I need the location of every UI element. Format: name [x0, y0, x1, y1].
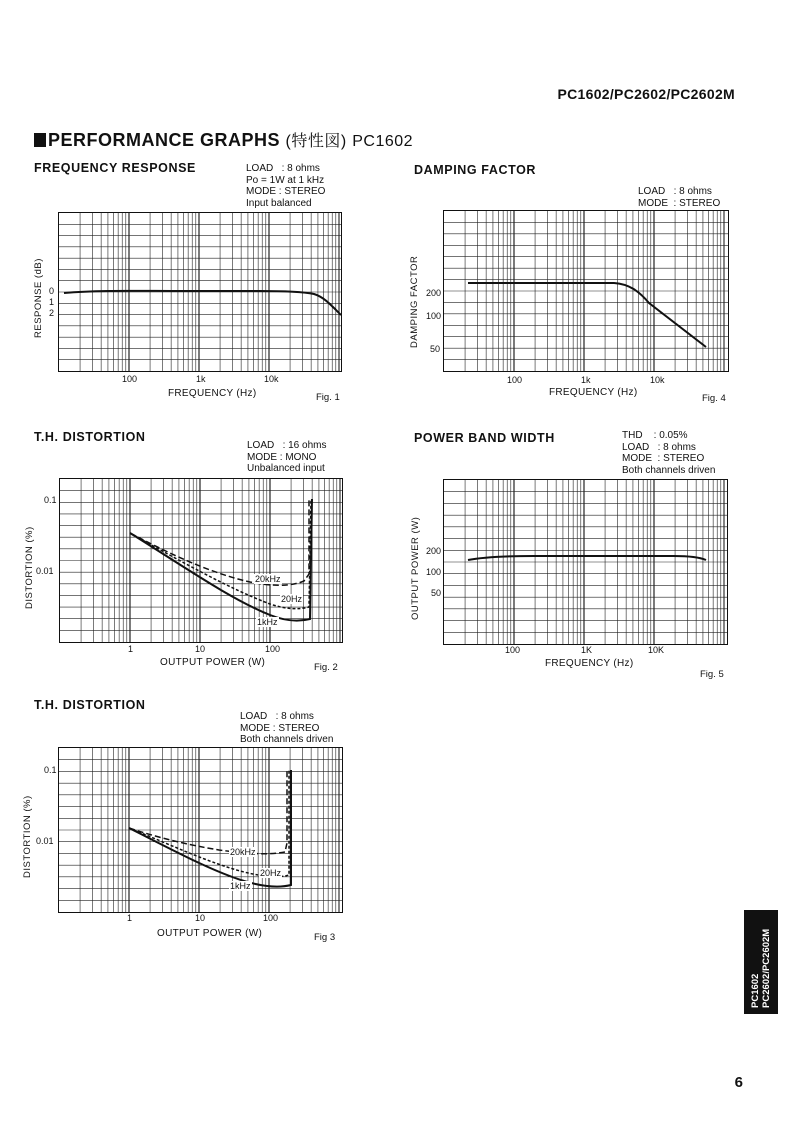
fig1-ytick-1: 1 — [49, 297, 55, 307]
fig2-xtick-0: 1 — [128, 644, 134, 654]
fig2-label-20khz: 20kHz — [255, 574, 281, 584]
fig2-conditions — [247, 440, 326, 475]
fig1-title: FREQUENCY RESPONSE — [34, 161, 196, 175]
fig2-title: T.H. DISTORTION — [34, 430, 146, 444]
fig5-cond-2: MODE : STEREO — [622, 453, 705, 464]
fig3-ytick-1: 0.01 — [36, 836, 54, 846]
fig3-curve-20khz — [129, 770, 287, 854]
fig2-xlabel: OUTPUT POWER (W) — [160, 657, 266, 668]
fig1-svg — [59, 213, 341, 371]
fig2-cond-0: LOAD : 16 ohms — [247, 440, 327, 451]
fig1-ytick-0: 0 — [49, 286, 55, 296]
fig4-plot — [443, 210, 729, 372]
side-tab-text: PC1602 PC2602/PC2602M — [750, 928, 772, 1008]
fig1-caption: Fig. 1 — [316, 392, 340, 403]
fig4-title: DAMPING FACTOR — [414, 163, 537, 177]
fig1-xlabel: FREQUENCY (Hz) — [168, 388, 257, 399]
fig2-label-1khz: 1kHz — [257, 617, 278, 627]
fig4-xlabel: FREQUENCY (Hz) — [549, 387, 638, 398]
section-title — [34, 128, 413, 151]
fig2-caption: Fig. 2 — [314, 662, 338, 673]
fig2-plot — [59, 478, 343, 643]
fig5-conditions — [622, 430, 715, 476]
fig2-ylabel: DISTORTION (%) — [24, 526, 35, 609]
fig4-cond-0: LOAD : 8 ohms — [638, 186, 712, 197]
fig1-cond-2: MODE : STEREO — [246, 186, 326, 197]
fig2-xtick-2: 100 — [265, 644, 281, 654]
fig3-curve-20hz — [129, 770, 289, 877]
fig5-title: POWER BAND WIDTH — [414, 431, 555, 445]
fig1-cond-3: Input balanced — [246, 197, 312, 209]
fig5-ytick-2: 50 — [431, 588, 442, 598]
fig3-xtick-2: 100 — [263, 913, 279, 923]
fig4-conditions — [638, 186, 720, 209]
fig5-xtick-2: 10K — [648, 645, 665, 655]
fig2-cond-2: Unbalanced input — [247, 463, 325, 474]
fig5-ylabel: OUTPUT POWER (W) — [410, 516, 421, 620]
fig3-conditions — [240, 711, 333, 746]
fig4-svg — [444, 211, 728, 371]
fig1-plot — [58, 212, 342, 372]
side-tab — [744, 910, 778, 1014]
fig3-cond-2: Both channels driven — [240, 734, 334, 745]
fig3-xtick-0: 1 — [127, 913, 133, 923]
section-title-jp: (特性図) — [285, 133, 347, 150]
page-number: 6 — [734, 1074, 743, 1091]
fig1-cond-0: LOAD : 8 ohms — [246, 163, 320, 174]
fig2-ytick-1: 0.01 — [36, 566, 54, 576]
fig3-ytick-0: 0.1 — [44, 765, 57, 775]
fig5-xtick-1: 1K — [581, 645, 593, 655]
fig3-plot — [58, 747, 343, 913]
header-models: PC1602/PC2602/PC2602M — [557, 86, 735, 102]
section-title-text: PERFORMANCE GRAPHS — [48, 130, 281, 150]
fig4-ytick-1: 100 — [426, 311, 442, 321]
fig3-xtick-1: 10 — [195, 913, 206, 923]
fig3-label-1khz: 1kHz — [230, 881, 251, 891]
fig2-svg — [60, 479, 342, 642]
fig2-ytick-0: 0.1 — [44, 495, 57, 505]
fig1-response-curve — [64, 291, 341, 315]
fig5-cond-3: Both channels driven — [622, 464, 716, 476]
fig4-xtick-0: 100 — [507, 375, 523, 385]
fig1-conditions — [246, 163, 325, 209]
fig1-xtick-1: 1k — [196, 374, 206, 384]
fig5-cond-0: THD : 0.05% — [622, 430, 688, 441]
fig5-caption: Fig. 5 — [700, 669, 724, 680]
fig3-grid — [59, 748, 342, 912]
fig3-cond-0: LOAD : 8 ohms — [240, 711, 314, 722]
fig3-label-20khz: 20kHz — [230, 847, 256, 857]
fig5-xtick-0: 100 — [505, 645, 521, 655]
fig4-caption: Fig. 4 — [702, 393, 726, 404]
fig4-ytick-2: 50 — [430, 344, 441, 354]
fig2-xtick-1: 10 — [195, 644, 206, 654]
fig4-cond-1: MODE : STEREO — [638, 197, 721, 209]
fig2-cond-1: MODE : MONO — [247, 451, 317, 463]
fig3-caption: Fig 3 — [314, 932, 336, 943]
section-model: PC1602 — [352, 133, 414, 150]
fig3-svg — [59, 748, 342, 912]
fig3-label-20hz: 20Hz — [260, 868, 282, 878]
fig1-xtick-0: 100 — [122, 374, 138, 384]
fig2-label-20hz: 20Hz — [281, 594, 303, 604]
fig5-powerband-curve — [468, 556, 706, 560]
fig3-ylabel: DISTORTION (%) — [22, 795, 33, 878]
fig1-cond-1: Po = 1W at 1 kHz — [246, 174, 325, 186]
fig5-ytick-1: 100 — [426, 567, 442, 577]
fig4-ytick-0: 200 — [426, 288, 442, 298]
fig5-xlabel: FREQUENCY (Hz) — [545, 658, 634, 669]
fig4-xtick-2: 10k — [650, 375, 665, 385]
fig5-grid — [444, 480, 727, 644]
fig3-cond-1: MODE : STEREO — [240, 722, 320, 734]
fig5-ytick-0: 200 — [426, 546, 442, 556]
fig5-plot — [443, 479, 728, 645]
fig5-cond-1: LOAD : 8 ohms — [622, 441, 696, 453]
fig2-grid — [60, 479, 342, 642]
fig5-svg — [444, 480, 727, 644]
fig3-xlabel: OUTPUT POWER (W) — [157, 928, 263, 939]
fig1-xtick-2: 10k — [264, 374, 279, 384]
fig4-xtick-1: 1k — [581, 375, 591, 385]
fig4-damping-curve — [468, 283, 706, 347]
fig4-ylabel: DAMPING FACTOR — [409, 255, 420, 348]
fig1-ylabel: RESPONSE (dB) — [33, 258, 44, 338]
fig2-curve-20hz — [130, 499, 311, 609]
fig4-grid — [444, 211, 728, 371]
square-bullet-icon — [34, 133, 46, 147]
fig3-title: T.H. DISTORTION — [34, 698, 146, 712]
fig1-ytick-2: 2 — [49, 308, 55, 318]
